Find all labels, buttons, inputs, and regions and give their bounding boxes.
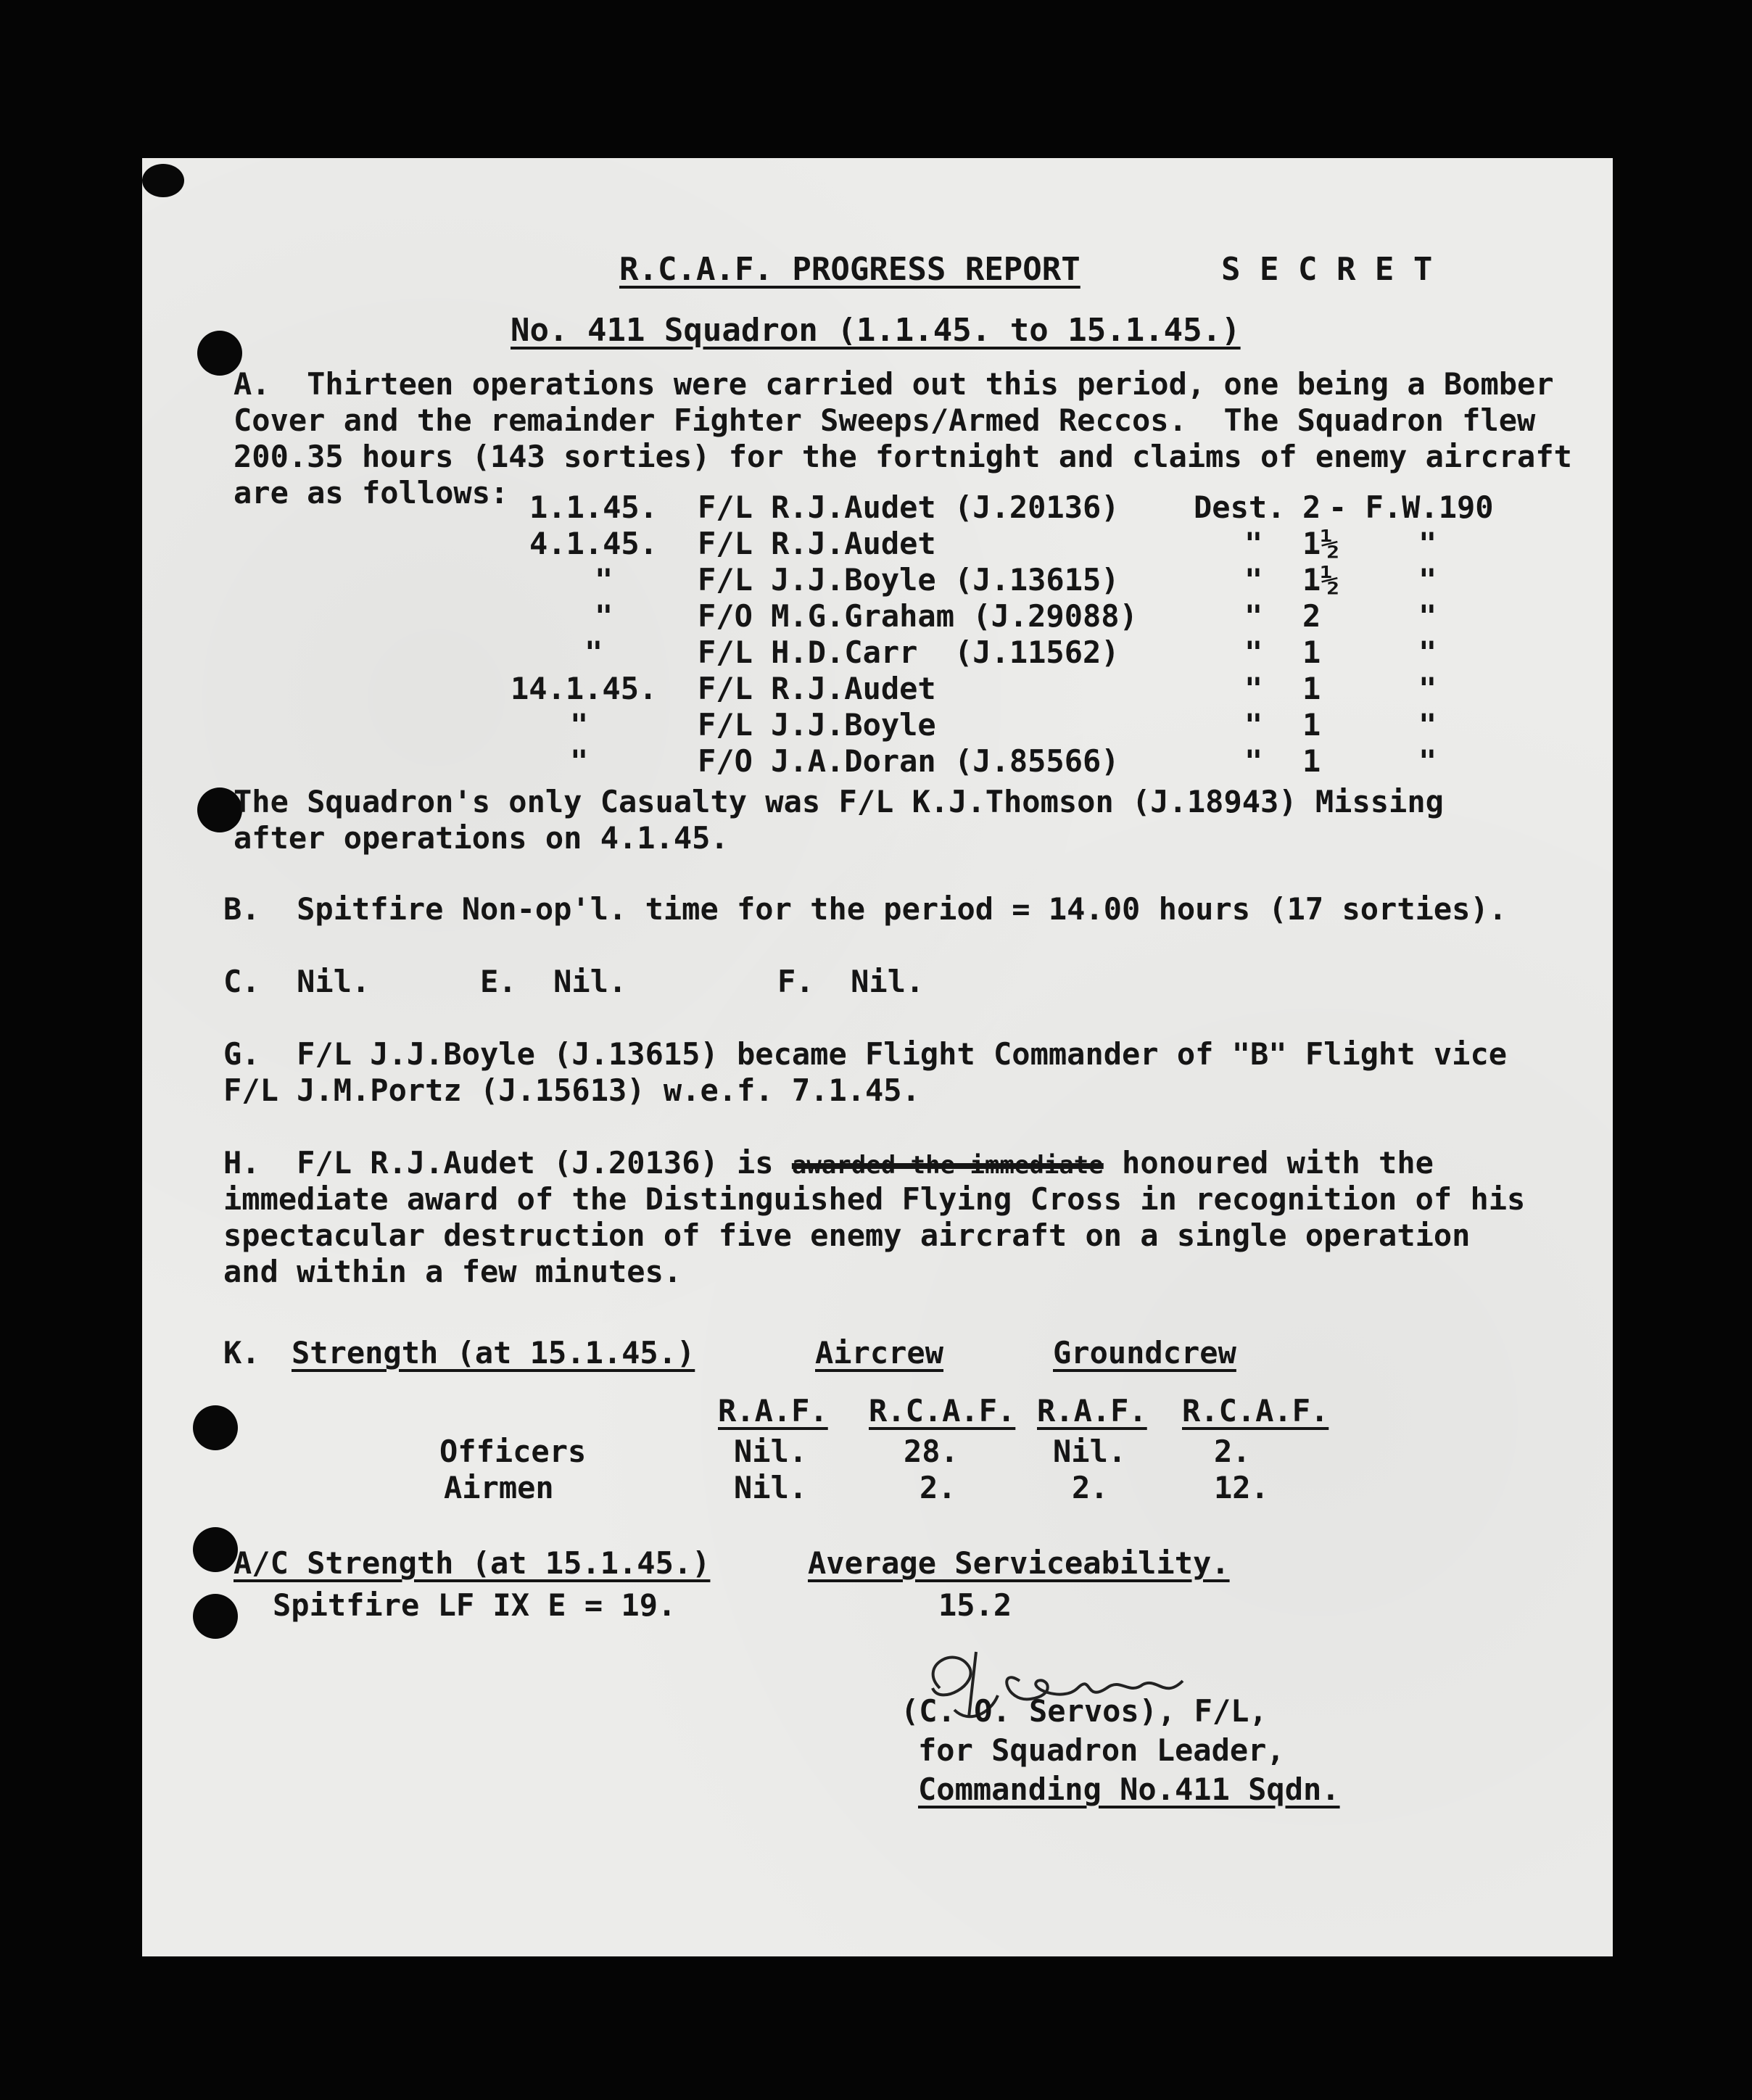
punch-hole bbox=[193, 1405, 238, 1450]
claim-qty: 1 bbox=[1302, 634, 1321, 670]
avg-serviceability-heading: Average Serviceability. bbox=[808, 1545, 1230, 1581]
section-e: E. Nil. bbox=[480, 964, 627, 999]
section-a-line: are as follows: bbox=[234, 475, 509, 510]
claim-aircraft: " bbox=[1418, 743, 1437, 779]
section-h-end: honoured with the bbox=[1103, 1145, 1434, 1181]
claim-pilot: F/O M.G.Graham (J.29088) bbox=[698, 598, 1138, 634]
ac-strength-heading: A/C Strength (at 15.1.45.) bbox=[234, 1545, 711, 1581]
signature-line: (C. O. Servos), F/L, bbox=[901, 1693, 1268, 1729]
section-h-line: spectacular destruction of five enemy aircraft on a single operation bbox=[223, 1218, 1471, 1253]
report-title: R.C.A.F. PROGRESS REPORT bbox=[619, 251, 1080, 288]
struck-text: awarded the immediate bbox=[791, 1151, 1104, 1180]
claim-pilot: F/L R.J.Audet bbox=[698, 671, 936, 706]
claim-pilot: F/L J.J.Boyle bbox=[698, 707, 936, 743]
claim-aircraft: " bbox=[1418, 707, 1437, 743]
claim-aircraft: " bbox=[1418, 526, 1437, 561]
cell-value: Nil. bbox=[1053, 1434, 1127, 1469]
section-h-line: immediate award of the Distinguished Flying Cross in recognition of his bbox=[223, 1181, 1526, 1217]
section-c: C. Nil. bbox=[223, 964, 371, 999]
signature-line: Commanding No.411 Sqdn. bbox=[918, 1772, 1340, 1807]
claim-date: 14.1.45. bbox=[511, 671, 658, 706]
claim-type: " bbox=[1244, 526, 1263, 561]
cell-value: 2. bbox=[920, 1470, 956, 1505]
claim-qty: 1 bbox=[1302, 707, 1321, 743]
claim-date: " bbox=[595, 598, 613, 634]
row-label: Airmen bbox=[444, 1470, 554, 1505]
section-a-line: A. Thirteen operations were carried out this period, one being a Bomber bbox=[234, 366, 1554, 402]
groundcrew-heading: Groundcrew bbox=[1053, 1335, 1236, 1371]
column-header: R.C.A.F. bbox=[1182, 1393, 1329, 1429]
avg-serviceability-value: 15.2 bbox=[938, 1587, 1012, 1623]
claim-date: 4.1.45. bbox=[529, 526, 658, 561]
cell-value: 2. bbox=[1072, 1470, 1109, 1505]
column-header: R.A.F. bbox=[1037, 1393, 1147, 1429]
classification-mark: S E C R E T bbox=[1221, 251, 1433, 288]
casualty-line: The Squadron's only Casualty was F/L K.J.Thomson (J.18943) Missing bbox=[234, 784, 1444, 819]
claim-type: " bbox=[1244, 634, 1263, 670]
punch-hole bbox=[142, 164, 184, 197]
claim-pilot: F/L H.D.Carr (J.11562) bbox=[698, 634, 1120, 670]
claim-type: " bbox=[1244, 707, 1263, 743]
section-a-line: 200.35 hours (143 sorties) for the fortnight and claims of enemy aircraft bbox=[234, 439, 1572, 474]
claim-qty: 1 bbox=[1302, 743, 1321, 779]
claim-aircraft: " bbox=[1418, 562, 1437, 598]
section-h-line bbox=[223, 1144, 1434, 1184]
claim-aircraft: " bbox=[1418, 671, 1437, 706]
section-g-line: G. F/L J.J.Boyle (J.13615) became Flight Commander of "B" Flight vice bbox=[223, 1036, 1508, 1072]
cell-value: 28. bbox=[904, 1434, 959, 1469]
claim-aircraft: " bbox=[1418, 634, 1437, 670]
section-b: B. Spitfire Non-op'l. time for the period = 14.00 hours (17 sorties). bbox=[223, 891, 1508, 927]
claim-type: " bbox=[1244, 743, 1263, 779]
ac-strength-line: Spitfire LF IX E = 19. bbox=[273, 1587, 677, 1623]
claim-pilot: F/L J.J.Boyle (J.13615) bbox=[698, 562, 1120, 598]
claim-date: 1.1.45. bbox=[529, 489, 658, 525]
claim-qty: 1½ bbox=[1302, 526, 1339, 561]
report-subtitle: No. 411 Squadron (1.1.45. to 15.1.45.) bbox=[511, 312, 1241, 349]
aircrew-heading: Aircrew bbox=[815, 1335, 944, 1371]
punch-hole bbox=[193, 1594, 238, 1639]
punch-hole bbox=[193, 1527, 238, 1572]
claim-qty: 2 bbox=[1302, 489, 1321, 525]
claim-qty: 1 bbox=[1302, 671, 1321, 706]
claim-pilot: F/O J.A.Doran (J.85566) bbox=[698, 743, 1120, 779]
claim-aircraft: " bbox=[1418, 598, 1437, 634]
signature-line: for Squadron Leader, bbox=[918, 1732, 1285, 1768]
claim-pilot: F/L R.J.Audet bbox=[698, 526, 936, 561]
section-h-start: H. F/L R.J.Audet (J.20136) is bbox=[223, 1145, 792, 1181]
claim-qty: 1½ bbox=[1302, 562, 1339, 598]
claim-date: " bbox=[595, 562, 613, 598]
cell-value: 12. bbox=[1214, 1470, 1269, 1505]
claim-aircraft: - F.W.190 bbox=[1329, 489, 1494, 525]
section-g-line: F/L J.M.Portz (J.15613) w.e.f. 7.1.45. bbox=[223, 1072, 920, 1108]
claim-pilot: F/L R.J.Audet (J.20136) bbox=[698, 489, 1120, 525]
claim-date: " bbox=[584, 634, 603, 670]
claim-date: " bbox=[570, 743, 589, 779]
cell-value: Nil. bbox=[734, 1434, 808, 1469]
section-f: F. Nil. bbox=[777, 964, 925, 999]
section-a-line: Cover and the remainder Fighter Sweeps/Armed Reccos. The Squadron flew bbox=[234, 402, 1536, 438]
claim-type: " bbox=[1244, 598, 1263, 634]
column-header: R.C.A.F. bbox=[869, 1393, 1016, 1429]
casualty-line: after operations on 4.1.45. bbox=[234, 820, 729, 856]
claim-qty: 2 bbox=[1302, 598, 1321, 634]
claim-date: " bbox=[570, 707, 589, 743]
document-page bbox=[142, 158, 1613, 1956]
cell-value: 2. bbox=[1214, 1434, 1251, 1469]
section-k-label: K. bbox=[223, 1335, 260, 1371]
claim-type: " bbox=[1244, 671, 1263, 706]
claim-type: Dest. bbox=[1194, 489, 1286, 525]
column-header: R.A.F. bbox=[718, 1393, 828, 1429]
section-h-line: and within a few minutes. bbox=[223, 1254, 682, 1289]
row-label: Officers bbox=[439, 1434, 587, 1469]
cell-value: Nil. bbox=[734, 1470, 808, 1505]
claim-type: " bbox=[1244, 562, 1263, 598]
strength-heading: Strength (at 15.1.45.) bbox=[292, 1335, 695, 1371]
